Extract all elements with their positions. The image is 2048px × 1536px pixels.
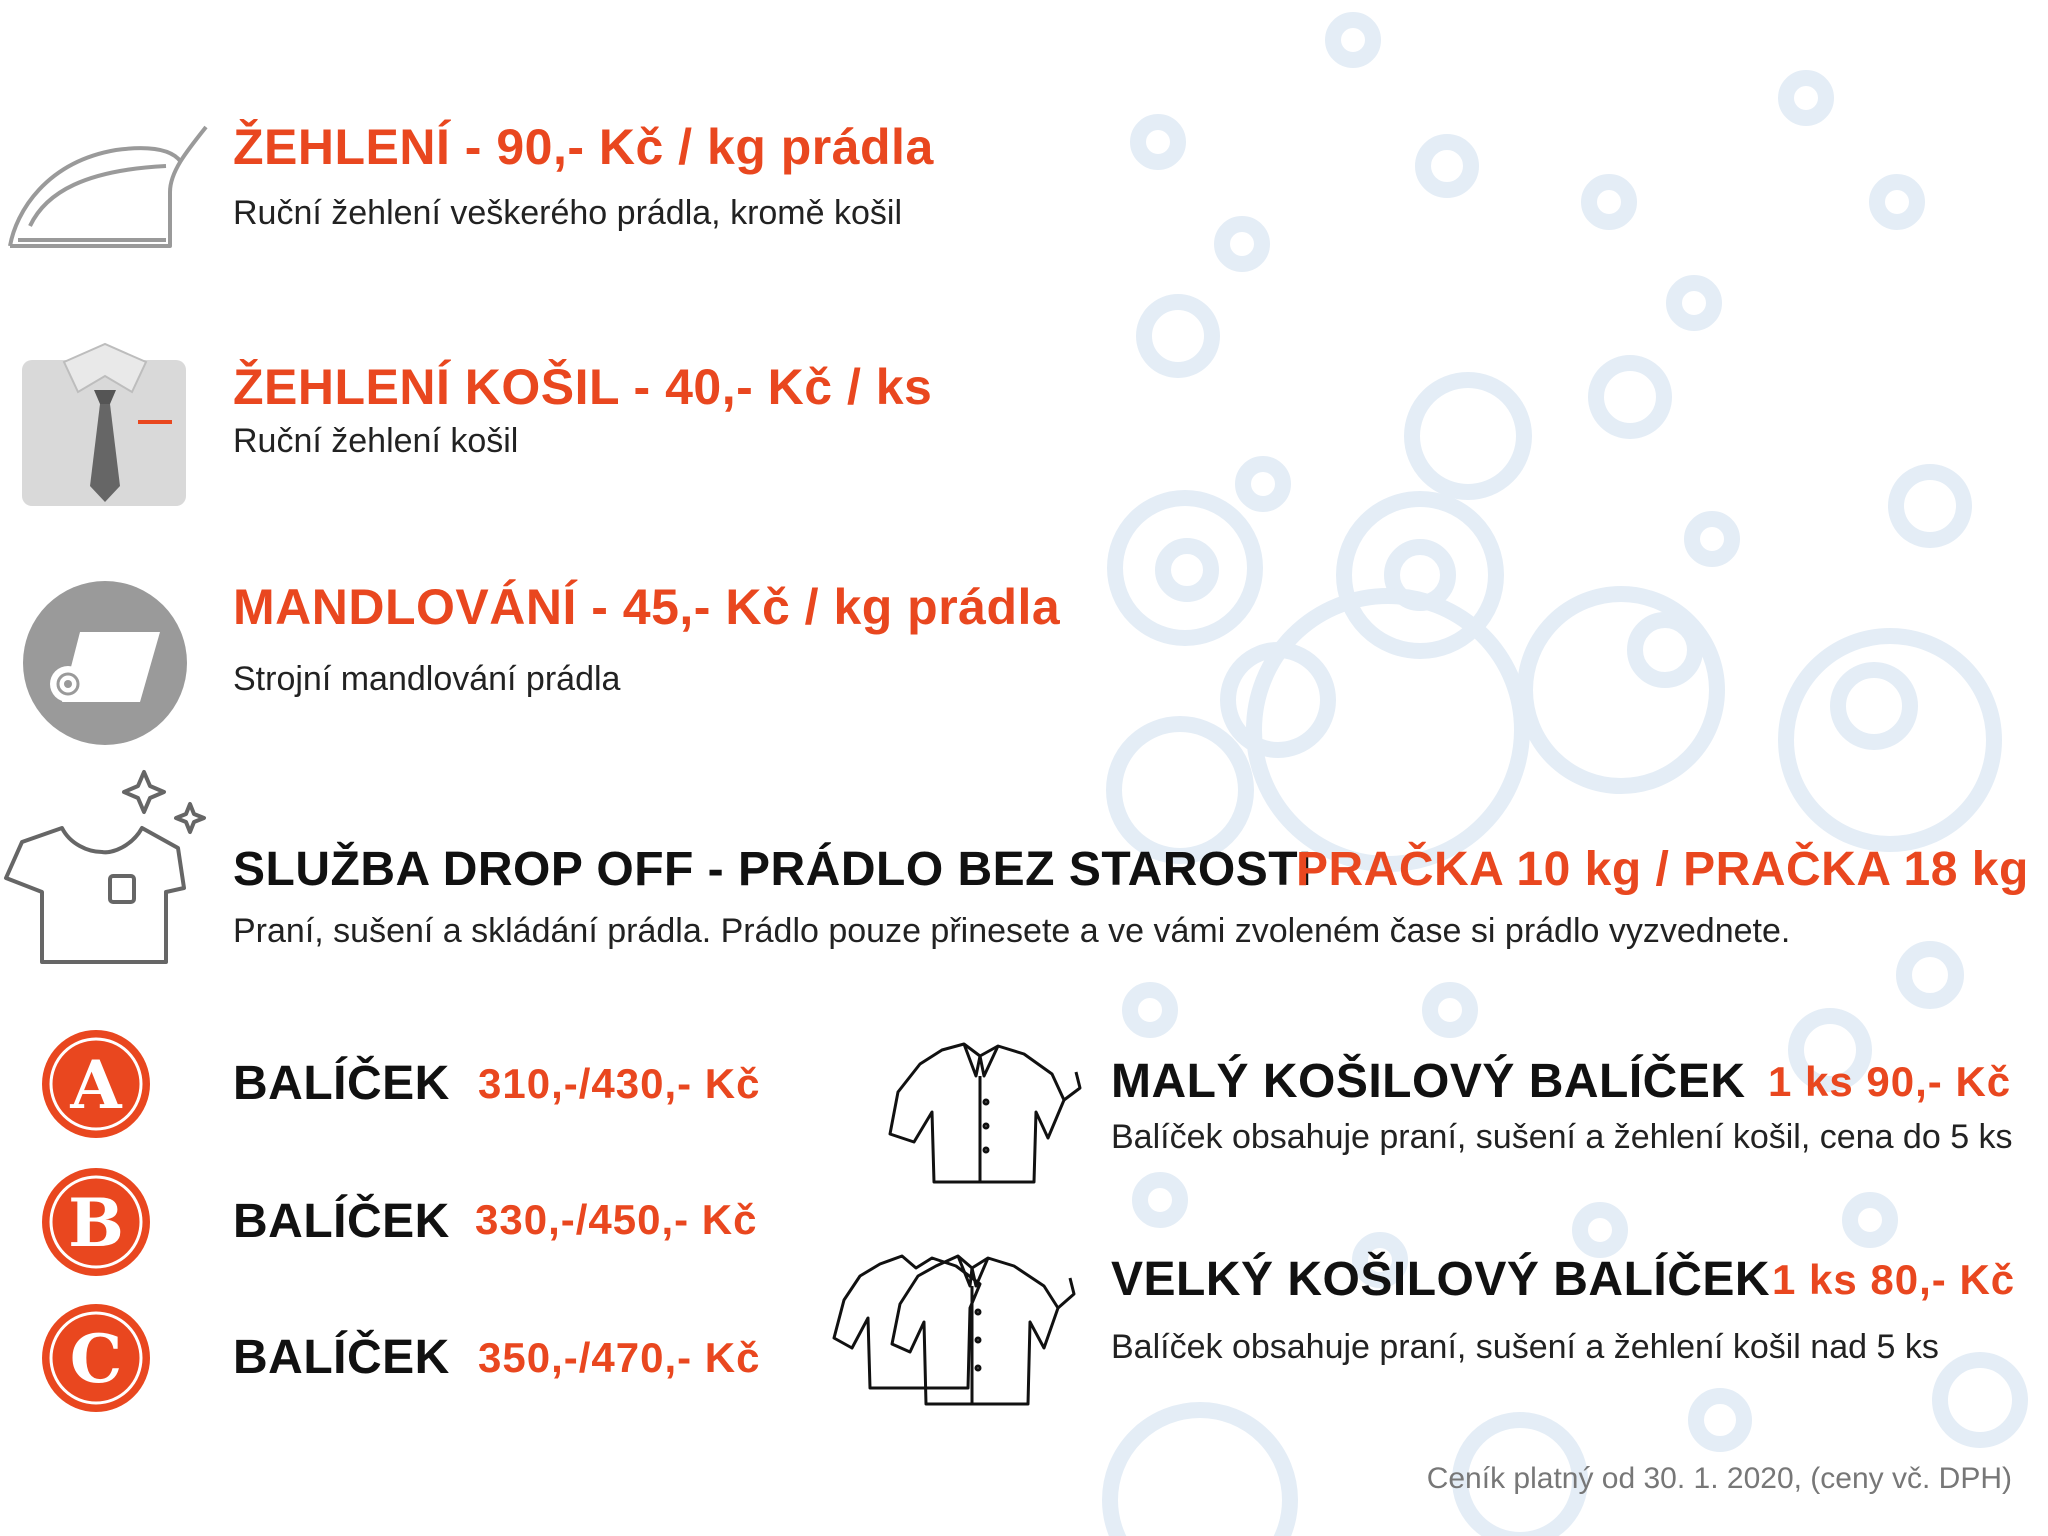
shirts-double-icon xyxy=(830,1248,1100,1408)
small-shirt-package-price: 1 ks 90,- Kč xyxy=(1768,1058,2012,1105)
large-shirt-package-price: 1 ks 80,- Kč xyxy=(1772,1256,2016,1303)
small-shirt-package-description: Balíček obsahuje praní, sušení a žehlení košil, cena do 5 ks xyxy=(1111,1118,2013,1156)
mangle-roll-icon xyxy=(22,580,188,746)
shirt-single-icon xyxy=(884,1042,1084,1186)
package-a-label: BALÍČEK xyxy=(233,1057,450,1110)
shirt-tie-icon xyxy=(20,340,190,508)
small-shirt-package-title: MALÝ KOŠILOVÝ BALÍČEK xyxy=(1111,1055,1746,1108)
mangling-title: MANDLOVÁNÍ - 45,- Kč / kg prádla xyxy=(233,579,1061,635)
dropoff-title: SLUŽBA DROP OFF - PRÁDLO BEZ STAROSTI xyxy=(233,843,1312,896)
large-shirt-package-title: VELKÝ KOŠILOVÝ BALÍČEK xyxy=(1111,1253,1771,1306)
package-c-label: BALÍČEK xyxy=(233,1331,450,1384)
shirt-ironing-title: ŽEHLENÍ KOŠIL - 40,- Kč / ks xyxy=(233,359,933,415)
large-shirt-package-description: Balíček obsahuje praní, sušení a žehlení košil nad 5 ks xyxy=(1111,1328,1939,1366)
badge-b-icon xyxy=(40,1166,152,1278)
ironing-title: ŽEHLENÍ - 90,- Kč / kg prádla xyxy=(233,119,934,175)
tshirt-sparkle-icon xyxy=(2,768,212,968)
badge-b-letter: B xyxy=(68,1184,124,1262)
package-b-label: BALÍČEK xyxy=(233,1195,450,1248)
package-c-price: 350,-/470,- Kč xyxy=(478,1334,761,1381)
badge-a-icon xyxy=(40,1028,152,1140)
badge-a-letter: A xyxy=(70,1046,122,1124)
package-a-price: 310,-/430,- Kč xyxy=(478,1060,761,1107)
badge-c-letter: C xyxy=(69,1320,123,1398)
dropoff-machines: PRAČKA 10 kg / PRAČKA 18 kg xyxy=(1296,843,2029,896)
dropoff-description: Praní, sušení a skládání prádla. Prádlo pouze přinesete a ve vámi zvoleném čase si prádlo vyzvednete. xyxy=(233,912,1791,950)
price-validity-footer: Ceník platný od 30. 1. 2020, (ceny vč. DPH) xyxy=(1426,1462,2012,1495)
mangling-description: Strojní mandlování prádla xyxy=(233,660,621,698)
package-b-price: 330,-/450,- Kč xyxy=(475,1196,758,1243)
iron-icon xyxy=(6,122,216,250)
ironing-description: Ruční žehlení veškerého prádla, kromě košil xyxy=(233,194,902,232)
shirt-ironing-description: Ruční žehlení košil xyxy=(233,422,519,460)
badge-c-icon xyxy=(40,1302,152,1414)
